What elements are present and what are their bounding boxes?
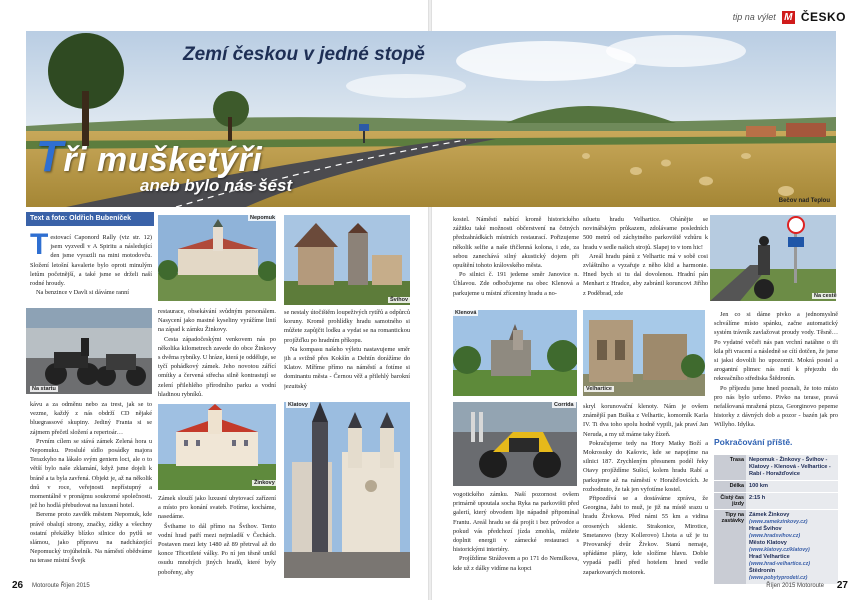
section-country: ČESKO xyxy=(800,10,846,24)
paragraph: Areál hradu pánů z Velhartic má v sobě cosi zvláštního a vyzařuje z něho klid a harmonie. Hned bych si tu dal dovolenou. Hradní pán Menhart z Hradce, aby zabránil koruncovi Jiřího z Poděbrad, zde xyxy=(583,252,708,297)
photo-caption: Velhartice xyxy=(586,386,612,392)
photo-caption: Švihov xyxy=(390,297,409,303)
paragraph: restaurace, obsekávání svůdným personálem. Nasycení jako mastné kyseliny vyrážíme linií na západ k zámku Žinkovy. xyxy=(158,308,276,334)
summary-value xyxy=(746,510,838,584)
text-column-3 xyxy=(284,308,410,402)
paragraph: siluetu hradu Velhartice. Ohánějte se novinářským průkazem, zdolávame posledních 500 metrů od záchytného parkoviště vzhůru k hradu v sedle našich strojů. Slapej to v tom hic! xyxy=(583,216,708,251)
trip-summary-box xyxy=(714,454,838,584)
paragraph: Připozdívá se a dostáváme zprávu, že Georgina, žabi to muž, je již na místě srazu u hradu Živkova. Před námi 55 km a vidina orosených sklenic. Strakonice, Mirotice, Smetanovo (brzy Kollerovo) Lhota a už je tu Pivovarský dvůr Živkov. Stanú nemaje, spřádáme plány, kde složíme hlavu. Doble vypadá padlí před hotelem hned vedle zaparkovaných motorek. xyxy=(583,495,708,576)
summary-value: 100 km xyxy=(746,481,838,492)
hero-caption: Bečov nad Teplou xyxy=(778,198,830,204)
summary-value: 2:15 h xyxy=(746,493,838,509)
summary-row-trasa xyxy=(714,454,838,480)
paragraph: skryl korunovační klenoty. Nám je ovšem známější pan Buška z Velhartic, komorník Karla IV. Ti dva toho spolu hodně vypili, jak praví Jan Neruda, a my už máme taky žízeň. xyxy=(583,403,708,438)
tip-place: Hrad Švihov xyxy=(749,526,782,532)
summary-title: Pokračování příště. xyxy=(714,437,793,447)
photo-caption: Corrida xyxy=(554,402,574,408)
article-kicker: Zemí českou v jedné stopě xyxy=(183,44,425,65)
article-subtitle: aneb bylo nás šest xyxy=(140,176,293,195)
summary-key: Čistý čas jízdy xyxy=(714,493,746,509)
paragraph: kostel. Náměstí nabízí kromě historického zážitku také možnosti občerstvení na četných předzahrádkách místních restaurací. Pořizujeme několik selfie a naše třičlenná kolona, i zde, za sebou zanechává silný akustický dojem při opuštění tohoto královského města. xyxy=(453,216,579,270)
paragraph: se nestaly útočištěm loupeživých rytířů a odpůrců koruny. Kromě prohlídky hradu samotného si můžete zapůjčit lodku a vydat se na romantickou projížďku po hradním příkopu. xyxy=(284,309,410,344)
paragraph: Bereme proto zavděk městem Nepomuk, kde právě obalují strony, značky, zídky a všechny ostatní překážky blízko silnice do pytlů se slámou, jako přípravu na nadcházející Nepomucký trojúhelník. Na náměstí obědváme na terase místní Švejk xyxy=(30,511,152,565)
paragraph: Na benzince v Davli si dáváme ranní xyxy=(36,289,130,297)
text-column-4 xyxy=(453,215,579,309)
tip-place: Město Klatovy xyxy=(749,540,787,546)
page-number-left: 26 xyxy=(12,580,24,591)
photo-nepomuk xyxy=(158,215,276,301)
photo-caption: Klenová xyxy=(455,310,477,316)
paragraph: Na kompasu našeho výletu nastavujeme směr jih a svižně přes Kokšín a Dehtín dorážíme do Klatov. Míříme přímo na náměstí a fotíme si dominantu města - Černou věž a přilehlý barokní jezuitský xyxy=(284,345,410,390)
paragraph: Cesta západočeskými venkovem nás po několika kilometrech zavede do obce Žinkovy s dvěma rybníky. U hráze, která je odděluje, se tyčí pohádkový zámek. Jeho novotou zářící omítky a červená střecha silně kontrastují se zelení přilehlého přírodního parku a vodní hladinou rybníků. xyxy=(158,335,276,398)
drop-cap: T xyxy=(30,233,49,261)
photo-caption: Žinkovy xyxy=(254,480,275,486)
photo-klenova xyxy=(453,310,577,396)
photo-klatovy xyxy=(284,402,410,578)
photo-caption: Klatovy xyxy=(288,402,308,408)
text-column-6 xyxy=(714,310,838,436)
tip-link[interactable]: (www.hrad-velhartice.cz) xyxy=(749,561,810,567)
photo-caption: Na startu xyxy=(32,386,56,392)
photo-svihov xyxy=(284,215,410,305)
title-initial: T xyxy=(36,132,64,181)
paragraph: Po příjezdu jsme hned poznali, že toto místo pro nás bylo určeno. Pivko na terase, pravá nefalšovaná mražená pizza, Georginovo pepeme historky z dávných dob a pozor - bazén jak pro Willyho. Idylka. xyxy=(714,384,838,429)
paragraph: Po silnici č. 191 jedeme směr Janovice n. Úhlavou. Zde odbočujeme na obec Klenová a parkujeme u místní zříceniny hradu a no- xyxy=(453,271,579,297)
paragraph: vogotického zámku. Naší pozornost ovšem primárně upoutala socha Ryka na parkovišti před galerií, který obvodem lije nápadně připomínal Frantu. Areál hradu se dá projít i bez průvodce a pokud vás předchozí jízda zmohla, můžete doplnit energii v zámecké restauraci s historickými interiéry. xyxy=(453,491,579,554)
footer-right-text: Říjen 2015 Motoroute xyxy=(766,583,824,589)
summary-key: Tipy na zastávky xyxy=(714,510,746,584)
photo-na-ceste xyxy=(710,215,836,301)
summary-row-delka xyxy=(714,480,838,492)
summary-row-tipy xyxy=(714,509,838,584)
photo-caption: Nepomuk xyxy=(250,215,276,221)
footer-left-text: Motoroute Říjen 2015 xyxy=(32,583,90,589)
brand-logo: M xyxy=(782,11,795,24)
paragraph: Zámek slouží jako luxusní ubytovací zařízení a místo pro konání svateb. Fotíme, kocháme, nasedáme. xyxy=(158,495,276,521)
text-column-2b xyxy=(158,494,276,580)
paragraph: Prvním cílem se stává zámek Zelená hora u Nepomuku. Proslulé sídlo posádky majora Terazkyho na lákalo svým geniem loci, ale o to větší bylo naše zklamání, když jsme dojeli k bráně a ta byla zavřená. Objekt je, až na několik dnů v roce, veřejnosti nepřístupný a momentálně v pronájmu soukromé společnosti, jež ho hodlá přebudovat na luxusní hotel. xyxy=(30,437,152,510)
paragraph: Pokračujeme tedy na Hory Matky Boží a Mokrosuky do Kašovic, kde se napojíme na silnici 187. Zrychleným přesunem podél řeky Otavy projíždíme Sušicí, kolem hradu Rabí a parkujeme až na náměstí v Horažďovicích. Je rozhodnuto, že tak jen vyfotíme kostel. xyxy=(583,439,708,493)
tip-link[interactable]: (www.zamekzinkovy.cz) xyxy=(749,519,808,525)
text-column-5 xyxy=(583,215,708,309)
text-column-4b xyxy=(453,490,579,578)
summary-row-cas xyxy=(714,492,838,509)
title-rest: ři mušketýři xyxy=(63,141,263,179)
tip-link[interactable]: (www.pobytyprodeti.cz) xyxy=(749,575,808,581)
summary-value: Nepomuk - Žinkovy - Švihov - Klatovy - Klenová - Velhartice - Rabí - Horažďovice xyxy=(746,455,838,480)
text-column-1b xyxy=(30,400,152,578)
paragraph: Jen co si dáme pivko a jednomyslně schválíme místo spánku, začne automatický systém trávník zavlažovat proudy vody. Těsně… Po vydatné večeři nás pan vrchní natáhne o tři kila při vracení a následně se cítí dotčen, že jsme si jaksi dovolili ho upozornit. Mokrá postel a arogantní plimec nás nutí k přejezdu do rekreačního střediska Štědronín. xyxy=(714,311,838,383)
photo-na-startu xyxy=(26,308,152,394)
section-tip-label: tip na výlet xyxy=(732,12,776,22)
tip-link[interactable]: (www.klatovy.cz/klatovy) xyxy=(749,547,810,553)
tip-link[interactable]: (www.hradsvihov.cz) xyxy=(749,533,801,539)
author-credit: Text a foto: Oldřich Bubeníček xyxy=(26,212,154,226)
paragraph: Švihame to dál přímo na Švihov. Tento vodní hrad patří mezi nejmladší v Čechách. Postaven mezi lety 1480 až 89 přetrval až do konce Třicetileté války. Po ní jen těsně unikl osudu mnohých jiných hradů, které byly pobořeny, aby xyxy=(158,522,276,576)
page-number-right: 27 xyxy=(836,580,848,591)
paragraph: estovací Caponord Rally (viz str. 12) jsem vyzvedl v A Spiritu a následující den jsme vyrazili na mini motodovču. Složení letošní kavalerie bylo oproti minulým letům početnější, a také jsme se drželi naší rodné hroudy. xyxy=(30,234,152,288)
article-title xyxy=(36,132,262,182)
paragraph: Projíždíme Strážovem a po 171 do Nemilkova, kde už z dálky vidíme na kopci xyxy=(453,555,579,572)
tip-place: Štědronín xyxy=(749,568,776,574)
paragraph: kávu a za odměnu nebo za trest, jak se to vezme, každý z nás obdrží CD nějaké bluegrassové skupiny. Jediný Franta si se zájmem přečetl složení a repertoár… xyxy=(30,401,152,436)
text-column-2 xyxy=(158,307,276,403)
summary-key: Trasa xyxy=(714,455,746,480)
tip-place: Hrad Velhartice xyxy=(749,554,790,560)
tip-place: Zámek Žinkovy xyxy=(749,512,790,518)
section-header xyxy=(733,10,846,24)
photo-corrida xyxy=(453,402,577,486)
text-column-1 xyxy=(30,233,152,305)
summary-key: Délka xyxy=(714,481,746,492)
photo-caption: Na cestě xyxy=(814,293,837,299)
text-column-5b xyxy=(583,402,708,578)
photo-zinkovy xyxy=(158,404,276,490)
photo-velhartice xyxy=(583,310,705,396)
